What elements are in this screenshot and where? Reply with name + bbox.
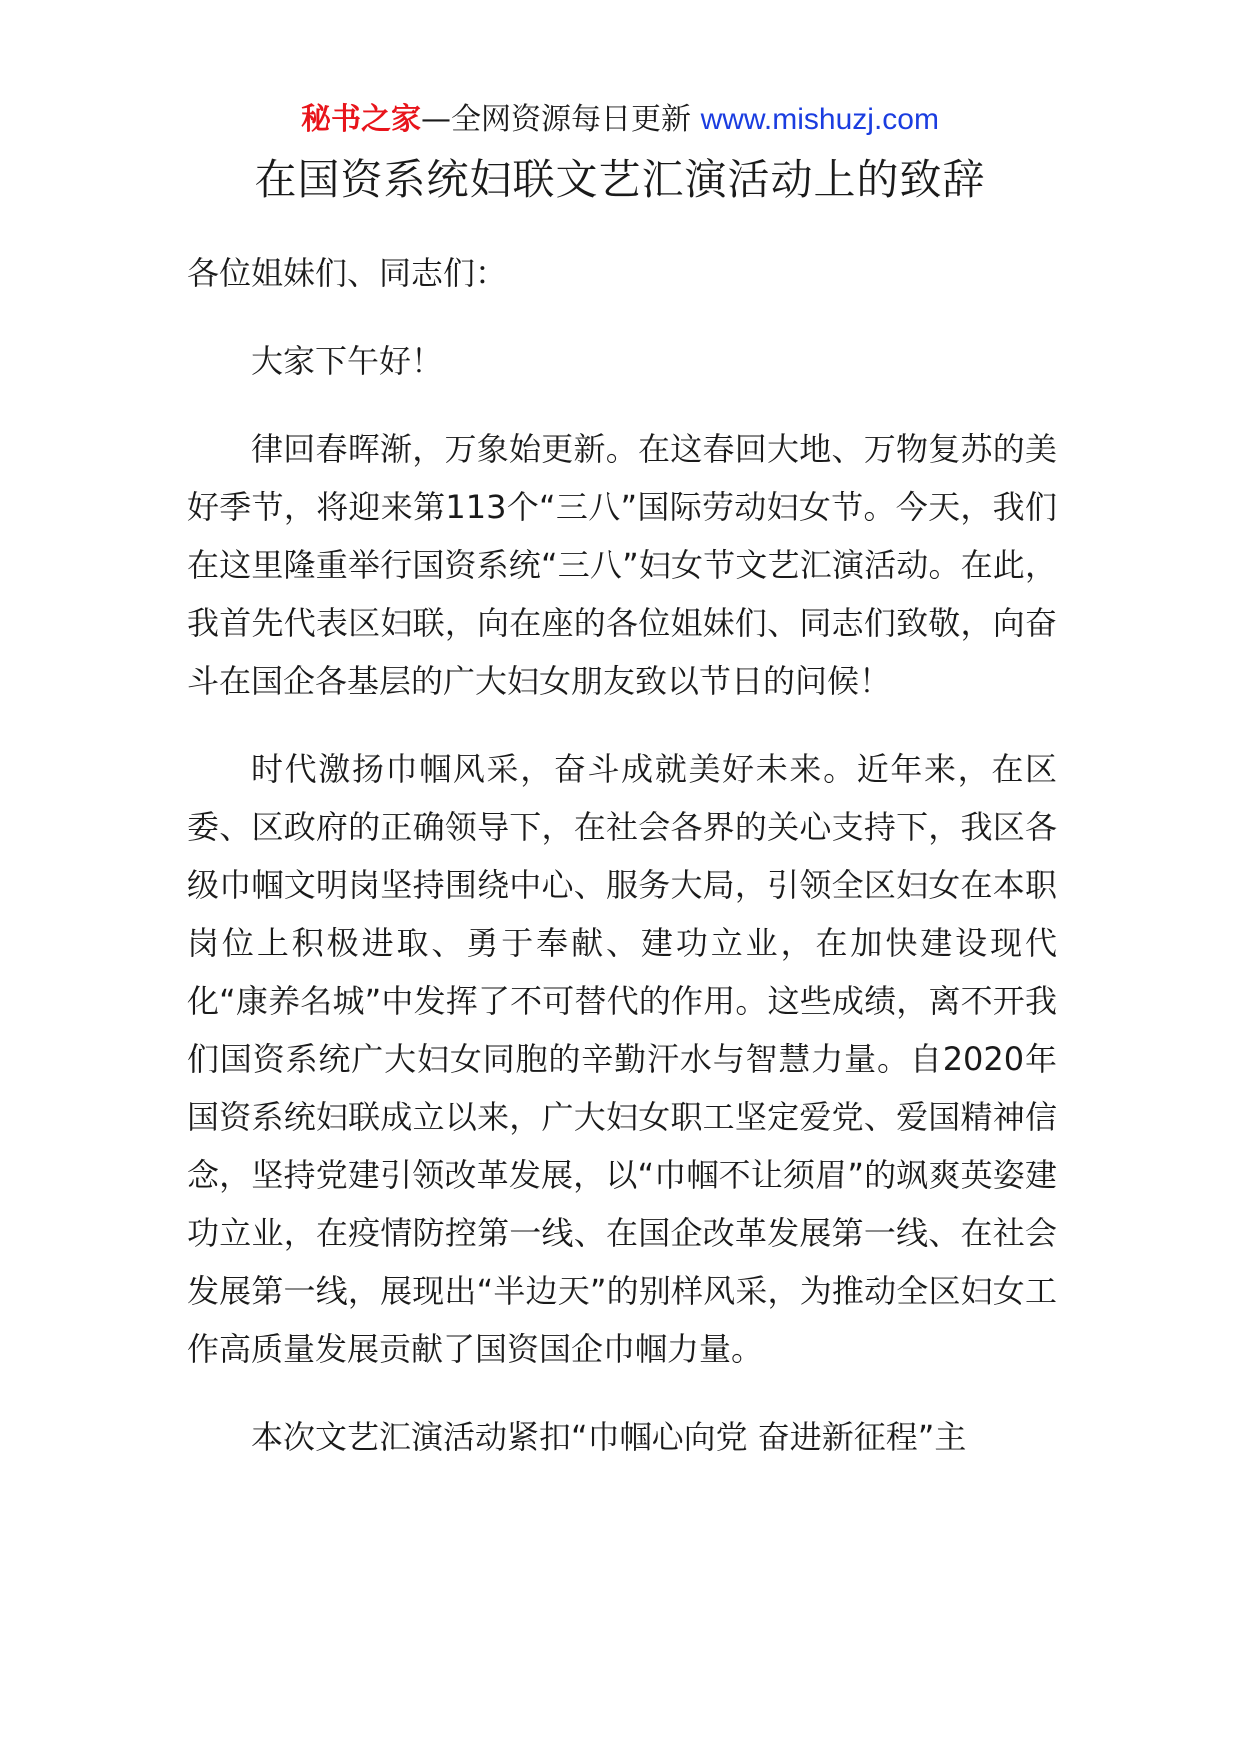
header-banner	[0, 100, 1240, 140]
header-tagline: —全网资源每日更新	[421, 102, 692, 137]
salutation: 各位姐妹们、同志们：	[187, 254, 508, 292]
paragraph-achievements: 时代激扬巾帼风采，奋斗成就美好未来。近年来，在区委、区政府的正确领导下，在社会各界的关心支持下，我区各级巾帼文明岗坚持围绕中心、服务大局，引领全区妇女在本职岗位上积极进取、勇于奉献、建功立业，在加快建设现代化“康养名城”中发挥了不可替代的作用。这些成绩，离不开我们国资系统广大妇女同胞的辛勤汗水与智慧力量。自2020年国资系统妇联成立以来，广大妇女职工坚定爱党、爱国精神信念，坚持党建引领改革发展，以“巾帼不让须眉”的飒爽英姿建功立业，在疫情防控第一线、在国企改革发展第一线、在社会发展第一线，展现出“半边天”的别样风采，为推动全区妇女工作高质量发展贡献了国资国企巾帼力量。	[187, 750, 1057, 1368]
document-body	[187, 244, 1057, 1496]
document-title: 在国资系统妇联文艺汇演活动上的致辞	[254, 155, 986, 204]
website-link[interactable]: www.mishuzj.com	[700, 103, 939, 136]
brand-name: 秘书之家	[301, 102, 422, 137]
paragraph-greeting: 大家下午好！	[251, 342, 444, 380]
paragraph-opening: 律回春晖渐，万象始更新。在这春回大地、万物复苏的美好季节，将迎来第113个“三八”国际劳动妇女节。今天，我们在这里隆重举行国资系统“三八”妇女节文艺汇演活动。在此，我首先代表区妇联，向在座的各位姐妹们、同志们致敬，向奋斗在国企各基层的广大妇女朋友致以节日的问候！	[187, 430, 1057, 700]
paragraph-event-theme: 本次文艺汇演活动紧扣“巾帼心向党 奋进新征程”主	[251, 1418, 967, 1456]
